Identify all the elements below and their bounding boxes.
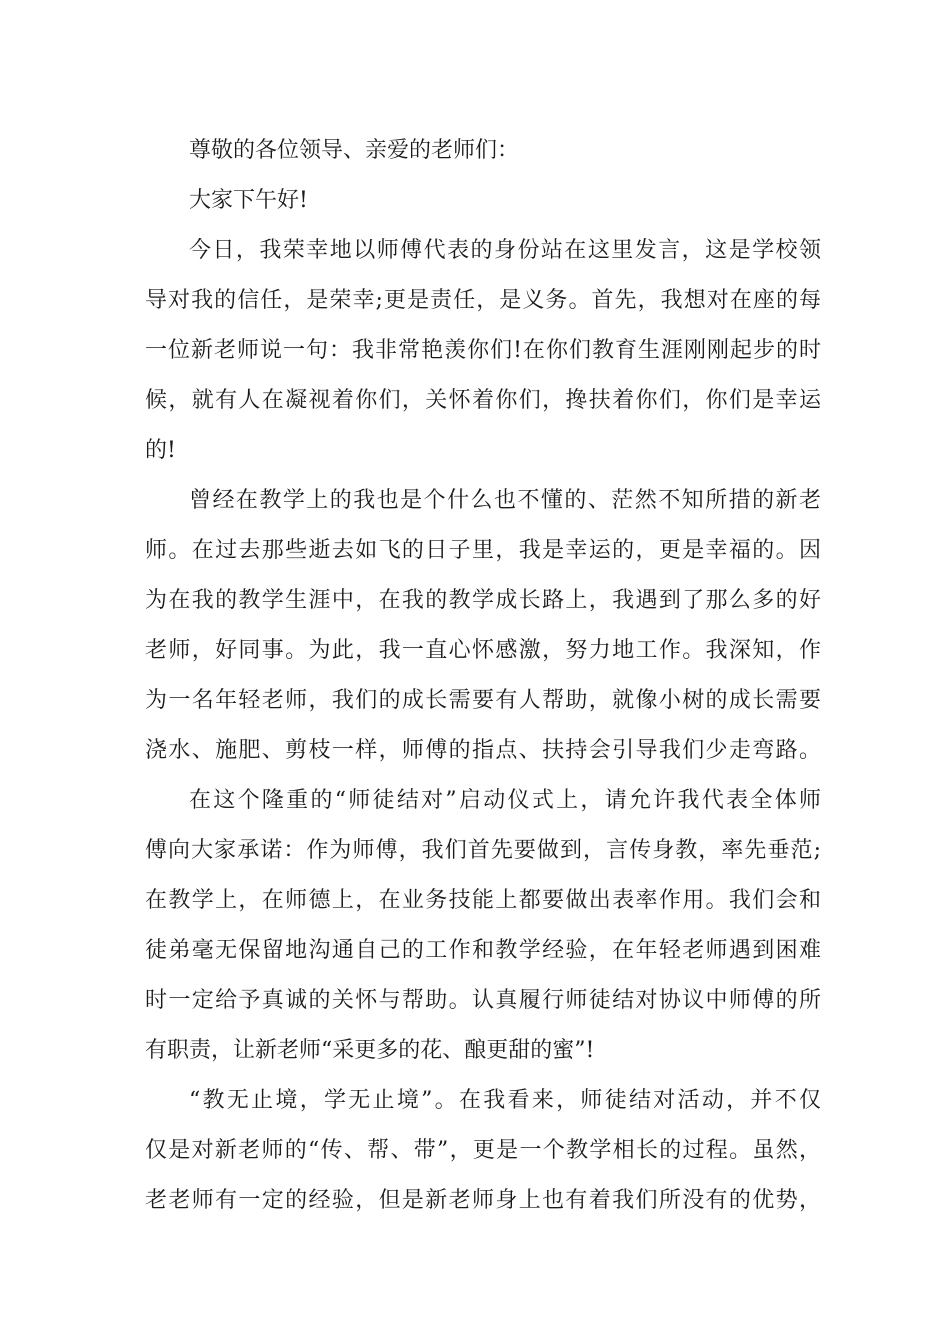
speech-text-body bbox=[145, 126, 821, 1226]
text-line: 时一定给予真诚的关怀与帮助。认真履行师徒结对协议中师傅的所 bbox=[145, 988, 821, 1013]
text-line: 傅向大家承诺：作为师傅，我们首先要做到，言传身教，率先垂范; bbox=[145, 838, 821, 863]
text-line: 今日，我荣幸地以师傅代表的身份站在这里发言，这是学校领 bbox=[189, 238, 821, 263]
text-line: 一位新老师说一句：我非常艳羡你们!在你们教育生涯刚刚起步的时 bbox=[145, 338, 821, 363]
text-line: 在这个隆重的“师徒结对”启动仪式上，请允许我代表全体师 bbox=[189, 788, 821, 813]
text-line: 老老师有一定的经验，但是新老师身上也有着我们所没有的优势， bbox=[145, 1188, 821, 1213]
text-line: 为在我的教学生涯中，在我的教学成长路上，我遇到了那么多的好 bbox=[145, 588, 821, 613]
text-line: 的! bbox=[145, 438, 176, 463]
text-line: 师。在过去那些逝去如飞的日子里，我是幸运的，更是幸福的。因 bbox=[145, 538, 821, 563]
text-line: 老师，好同事。为此，我一直心怀感激，努力地工作。我深知，作 bbox=[145, 638, 821, 663]
text-line: 徒弟毫无保留地沟通自己的工作和教学经验，在年轻老师遇到困难 bbox=[145, 938, 821, 963]
text-line: “教无止境，学无止境”。在我看来，师徒结对活动，并不仅 bbox=[189, 1088, 821, 1113]
text-line: 有职责，让新老师“采更多的花、酿更甜的蜜”! bbox=[145, 1038, 595, 1063]
text-line: 浇水、施肥、剪枝一样，师傅的指点、扶持会引导我们少走弯路。 bbox=[145, 738, 821, 763]
text-line: 大家下午好! bbox=[189, 188, 308, 213]
text-line: 为一名年轻老师，我们的成长需要有人帮助，就像小树的成长需要 bbox=[145, 688, 821, 713]
text-line: 尊敬的各位领导、亲爱的老师们： bbox=[189, 138, 520, 163]
text-line: 导对我的信任，是荣幸;更是责任，是义务。首先，我想对在座的每 bbox=[145, 288, 821, 313]
text-line: 在教学上，在师德上，在业务技能上都要做出表率作用。我们会和 bbox=[145, 888, 821, 913]
text-line: 候，就有人在凝视着你们，关怀着你们，搀扶着你们，你们是幸运 bbox=[145, 388, 821, 413]
text-line: 曾经在教学上的我也是个什么也不懂的、茫然不知所措的新老 bbox=[189, 488, 821, 513]
text-line: 仅是对新老师的“传、帮、带”，更是一个教学相长的过程。虽然， bbox=[145, 1138, 821, 1163]
